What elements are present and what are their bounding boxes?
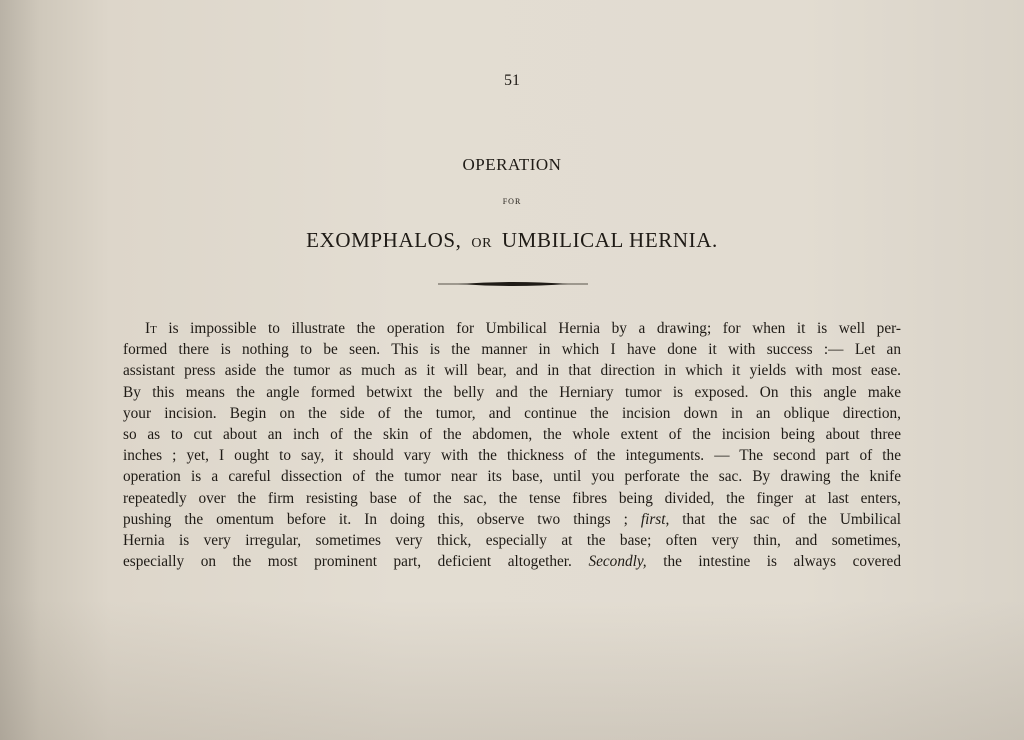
heading-main: [0, 228, 1024, 253]
text-line: especially on the most prominent part, deficient altogether. Secondly, the intestine is always covered: [123, 553, 901, 571]
heading-or: OR: [471, 236, 493, 251]
text-line: so as to cut about an inch of the skin of the abdomen, the whole extent of the incision being about three: [123, 426, 901, 444]
text-line: operation is a careful dissection of the tumor near its base, until you perforate the sac. By drawing the knife: [123, 468, 901, 486]
page-number: 51: [504, 72, 520, 89]
text-line: assistant press aside the tumor as much as it will bear, and in that direction in which it yields with most ease.: [123, 362, 901, 380]
text-line: formed there is nothing to be seen. This is the manner in which I have done it with success :— Let an: [123, 341, 901, 359]
opening-capital: It: [145, 320, 157, 337]
heading-main-part1: EXOMPHALOS,: [306, 228, 462, 252]
heading-for: FOR: [502, 197, 522, 206]
text-line: your incision. Begin on the side of the tumor, and continue the incision down in an oblique direction,: [123, 404, 901, 422]
text-line: Hernia is very irregular, sometimes very thick, especially at the base; often very thin, and sometimes,: [123, 532, 901, 550]
italic-secondly: Secondly,: [588, 553, 647, 571]
page-shadow: [0, 600, 1024, 740]
heading-operation: OPERATION: [462, 155, 562, 174]
ornamental-divider: [438, 280, 588, 288]
heading-main-part2: UMBILICAL HERNIA.: [501, 228, 718, 252]
italic-first: first,: [640, 510, 670, 528]
text-line: inches ; yet, I ought to say, it should vary with the thickness of the integuments. — The second part of the: [123, 447, 901, 465]
text-line: pushing the omentum before it. In doing this, observe two things ; first, that the sac of the Umbilical: [123, 510, 901, 528]
text-line: By this means the angle formed betwixt the belly and the Herniary tumor is exposed. On this angle make: [123, 383, 901, 401]
text-line: repeatedly over the firm resisting base of the sac, the tense fibres being divided, the finger at last enters,: [123, 489, 901, 507]
text-line: It is impossible to illustrate the operation for Umbilical Hernia by a drawing; for when it is well per-: [145, 320, 901, 337]
body-paragraph: [123, 318, 901, 572]
